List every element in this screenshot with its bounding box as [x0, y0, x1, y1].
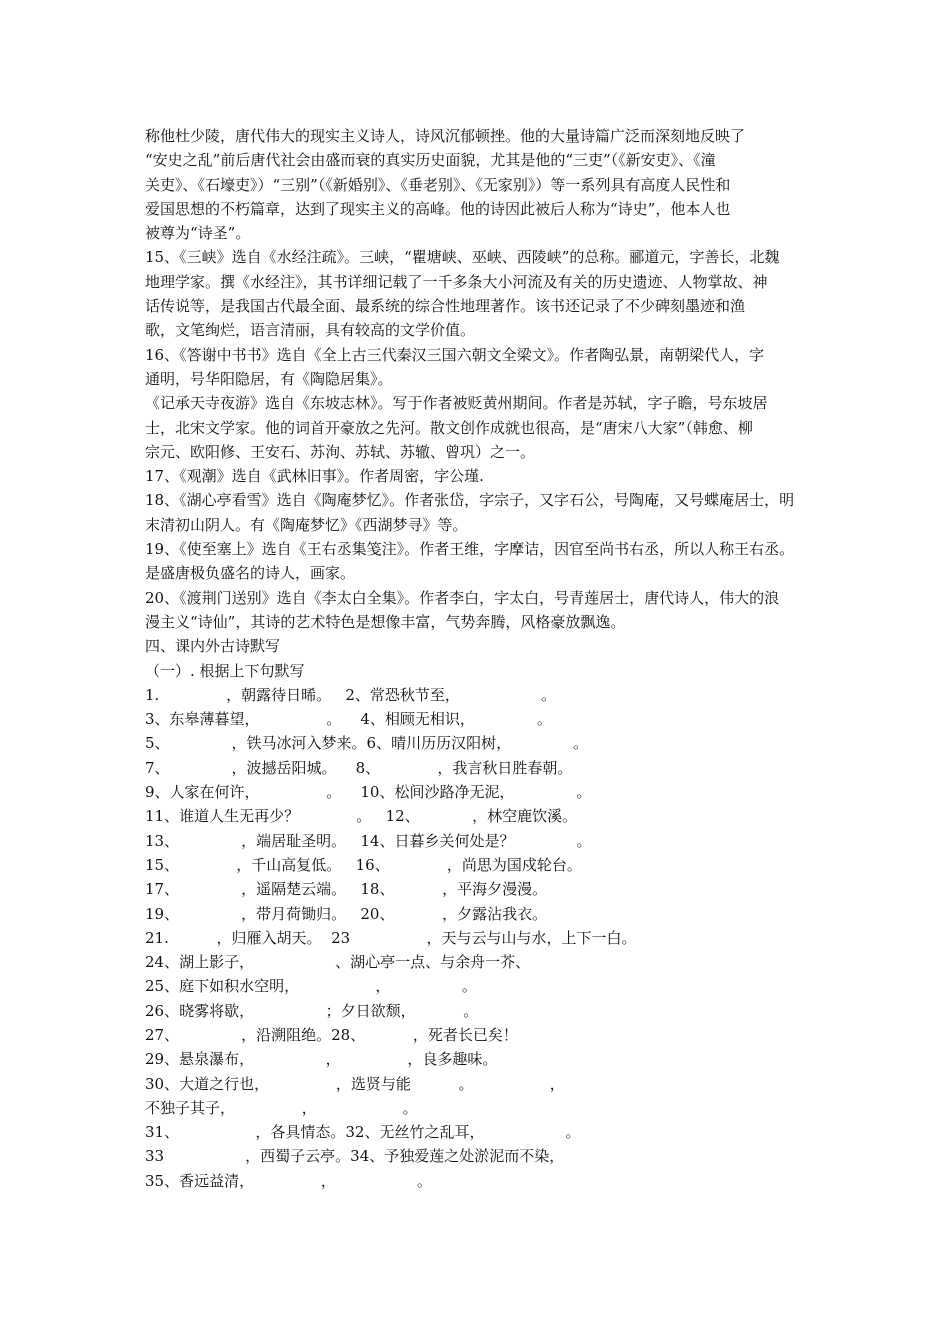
exercise-line: 不独子其子， ， 。 [145, 1098, 418, 1117]
exercise-line: 11、谁道人生无再少？ 。 12、 ，林空鹿饮溪。 [145, 807, 578, 826]
text-line: 末清初山阴人。有《陶庵梦忆》《西湖梦寻》等。 [145, 515, 468, 534]
exercise-line: 24、湖上影子， 、湖心亭一点、与余舟一芥、 [145, 953, 531, 972]
exercise-line: 31、 ，各具情态。32、无丝竹之乱耳， 。 [145, 1123, 581, 1142]
text-line: 士，北宋文学家。他的词首开豪放之先河。散文创作成就也很高，是“唐宋八大家”（韩愈、柳 [145, 418, 753, 437]
text-line: 17、《观潮》选自《武林旧事》。作者周密，字公瑾. [145, 467, 484, 486]
text-line: 是盛唐极负盛名的诗人，画家。 [145, 564, 356, 583]
exercise-line: 19、 ，带月荷锄归。 20、 ，夕露沾我衣。 [145, 904, 548, 923]
text-line: 被尊为“诗圣”。 [145, 224, 251, 243]
text-line: 16、《答谢中书书》选自《全上古三代秦汉三国六朝文全梁文》。作者陶弘景，南朝梁代人，字 [145, 345, 765, 364]
text-line: 15、《三峡》选自《水经注疏》。三峡，“瞿塘峡、巫峡、西陵峡”的总称。郦道元，字善长，北魏 [145, 248, 780, 267]
exercise-line: 29、悬泉瀑布， ， ，良多趣味。 [145, 1050, 498, 1069]
text-line: 18、《湖心亭看雪》选自《陶庵梦忆》。作者张岱，字宗子，又字石公，号陶庵，又号蝶庵居士，明 [145, 491, 795, 510]
text-line: 地理学家。撰《水经注》，其书详细记载了一千多条大小河流及有关的历史遗迹、人物掌故、神 [145, 272, 768, 291]
exercise-line: 5、 ，铁马冰河入梦来。6、晴川历历汉阳树， 。 [145, 734, 589, 753]
text-line: 《记承天寺夜游》选自《东坡志林》。写于作者被贬黄州期间。作者是苏轼，字子瞻，号东坡居 [145, 394, 768, 413]
text-line: 漫主义“诗仙”，其诗的艺术特色是想像丰富，气势奔腾，风格豪放飘逸。 [145, 612, 626, 631]
text-line: 19、《使至塞上》选自《王右丞集笺注》。作者王维，字摩诘，因官至尚书右丞，所以人称王右丞。 [145, 540, 795, 559]
exercise-line: 1. ，朝露待日晞。 2、常恐秋节至， 。 [145, 685, 556, 704]
exercise-line: 9、人家在何许， 。 10、松间沙路净无泥， 。 [145, 783, 592, 802]
exercise-line: 17、 ，遥隔楚云端。 18、 ，平海夕漫漫。 [145, 880, 548, 899]
text-line: 话传说等，是我国古代最全面、最系统的综合性地理著作。该书还记录了不少碑刻墨迹和渔 [145, 297, 746, 316]
document-body [145, 124, 825, 1193]
text-line: 通明，号华阳隐居，有《陶隐居集》。 [145, 369, 393, 388]
text-line: 宗元、欧阳修、王安石、苏洵、苏轼、苏辙、曾巩）之一。 [145, 442, 536, 461]
text-line: 歌，文笔绚烂，语言清丽，具有较高的文学价值。 [145, 321, 476, 340]
exercise-line: 7、 ，波撼岳阳城。 8、 ，我言秋日胜春朝。 [145, 758, 573, 777]
exercise-line: 26、晓雾将歇， ；夕日欲颓， 。 [145, 1001, 479, 1020]
exercise-line: 25、庭下如积水空明， ， 。 [145, 977, 477, 996]
text-line: 称他杜少陵，唐代伟大的现实主义诗人，诗风沉郁顿挫。他的大量诗篇广泛而深刻地反映了 [145, 127, 746, 145]
section-heading: 四、课内外古诗默写 [145, 637, 281, 656]
exercise-line: 35、香远益清， ， 。 [145, 1171, 432, 1190]
exercise-line: 21. ，归雁入胡天。 23 ，天与云与山与水，上下一白。 [145, 928, 637, 947]
exercise-line: 13、 ，端居耻圣明。 14、日暮乡关何处是？ 。 [145, 831, 592, 850]
exercise-line: 30、大道之行也， ，选贤与能 。 ， [145, 1074, 565, 1093]
text-line: “安史之乱”前后唐代社会由盛而衰的真实历史面貌，尤其是他的“三吏”（《新安吏》、《潼 [145, 151, 716, 170]
text-line: 关吏》、《石壕吏》）“三别”（《新婚别》、《垂老别》、《无家别》）等一系列具有高度人民性和 [145, 175, 731, 194]
exercise-line: 33 ，西蜀子云亭。34、予独爱莲之处淤泥而不染， [145, 1147, 565, 1166]
text-line: 20、《渡荆门送别》选自《李太白全集》。作者李白，字太白，号青莲居士，唐代诗人，伟大的浪 [145, 588, 780, 607]
text-line: 爱国思想的不朽篇章，达到了现实主义的高峰。他的诗因此被后人称为“诗史”，他本人也 [145, 199, 731, 218]
exercise-line: 27、 ，沿溯阻绝。28、 ，死者长已矣！ [145, 1025, 518, 1044]
exercise-line: 15、 ，千山高复低。 16、 ，尚思为国戍轮台。 [145, 855, 582, 874]
exercise-line: 3、东皋薄暮望， 。 4、相顾无相识， 。 [145, 710, 552, 729]
subsection-heading: （一）. 根据上下句默写 [145, 661, 305, 680]
